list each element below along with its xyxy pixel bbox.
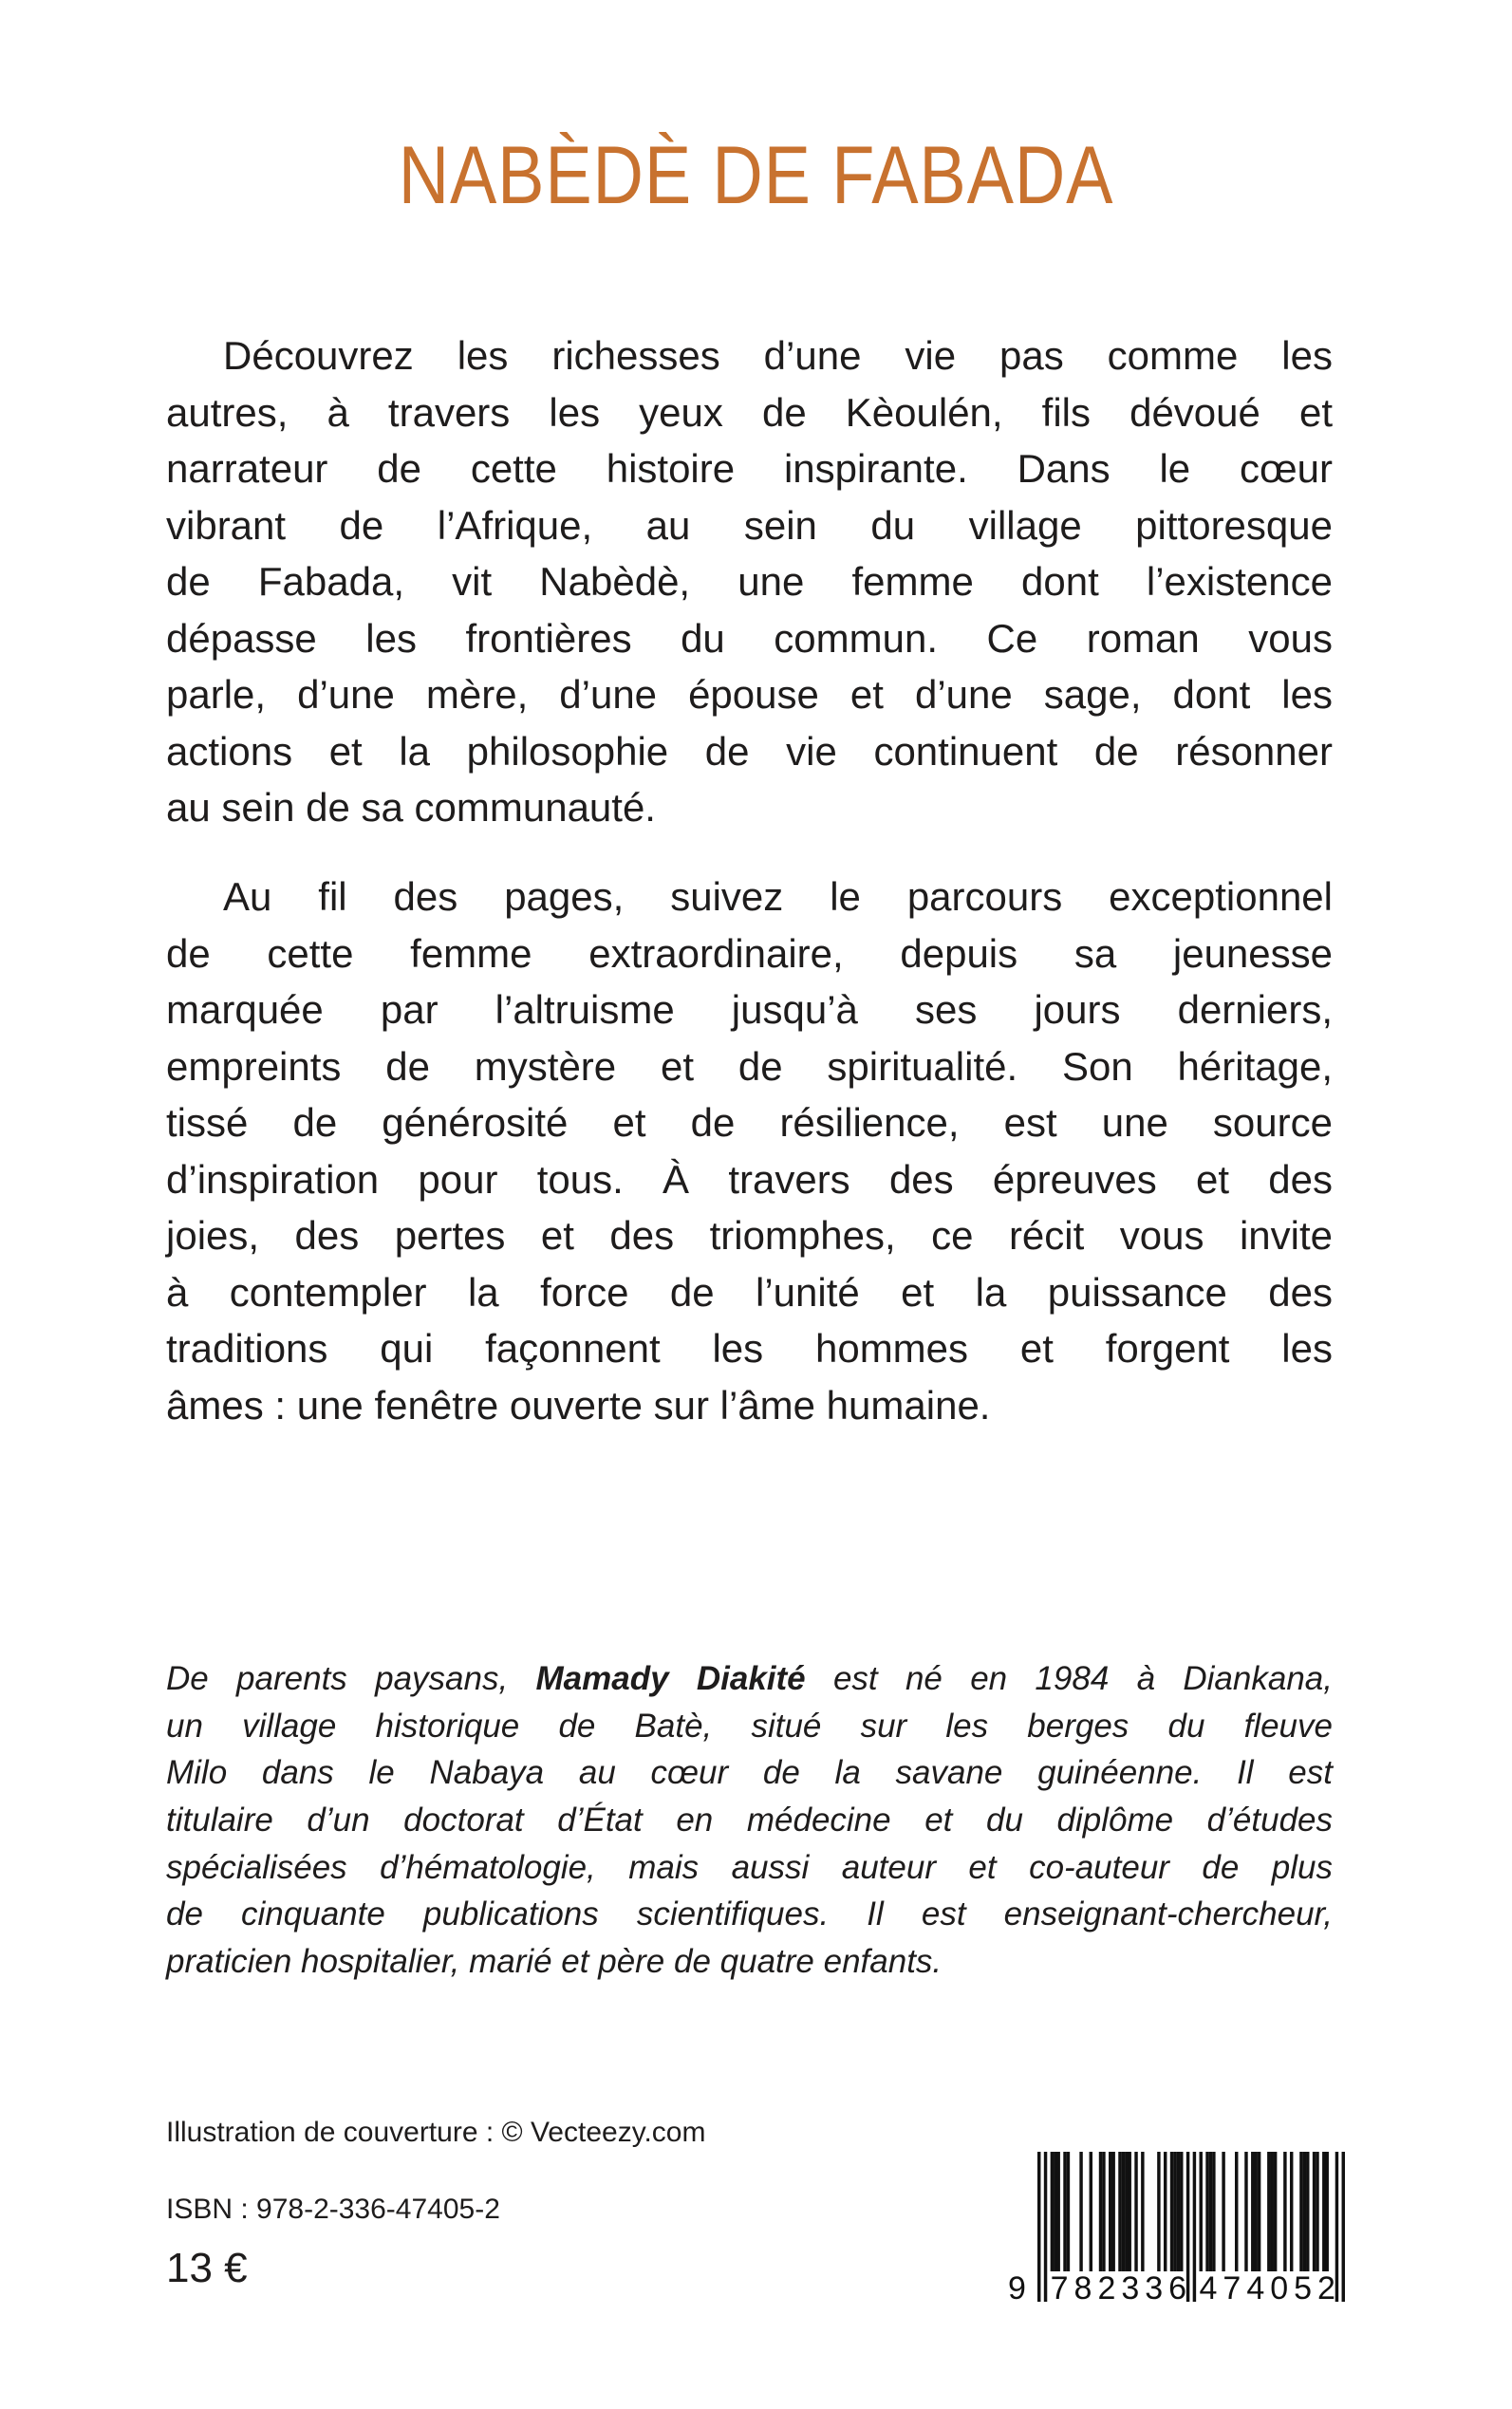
barcode-bar bbox=[1128, 2152, 1130, 2271]
barcode-bar bbox=[1254, 2152, 1257, 2271]
barcode-bar bbox=[1044, 2152, 1047, 2302]
text-line: de cette femme extraordinaire, depuis sa jeunesse bbox=[166, 930, 1333, 976]
price: 13 € bbox=[166, 2245, 248, 2291]
barcode-bar bbox=[1267, 2152, 1270, 2271]
bio-line: De parents paysans, Mamady Diakité est né en 1984 à Diankana, bbox=[166, 1660, 1333, 1697]
barcode-bar bbox=[1290, 2152, 1293, 2271]
synopsis-paragraph-1 bbox=[166, 327, 1333, 836]
synopsis-paragraph-2 bbox=[166, 868, 1333, 1433]
barcode-bar bbox=[1209, 2152, 1212, 2271]
barcode-bar bbox=[1125, 2152, 1128, 2271]
barcode-bar bbox=[1299, 2152, 1302, 2271]
barcode-bar bbox=[1200, 2152, 1203, 2271]
book-title: NABÈDÈ DE FABADA bbox=[398, 130, 1114, 221]
barcode-bar bbox=[1063, 2152, 1066, 2271]
barcode-bar bbox=[1037, 2152, 1040, 2302]
text-line: Au fil des pages, suivez le parcours exceptionnel bbox=[223, 874, 1333, 919]
barcode-bar bbox=[1164, 2152, 1167, 2271]
barcode-bar bbox=[1122, 2152, 1125, 2271]
barcode-bar bbox=[1322, 2152, 1325, 2271]
barcode-bar bbox=[1173, 2152, 1176, 2271]
barcode-bar bbox=[1109, 2152, 1111, 2271]
barcode-bar bbox=[1303, 2152, 1306, 2271]
text-line: autres, à travers les yeux de Kèoulén, fils dévoué et bbox=[166, 389, 1333, 435]
author-bio bbox=[166, 1655, 1333, 1986]
barcode-bar bbox=[1258, 2152, 1260, 2271]
text-line: vibrant de l’Afrique, au sein du village pittoresque bbox=[166, 502, 1333, 548]
barcode-bar bbox=[1102, 2152, 1105, 2271]
bio-line: titulaire d’un doctorat d’État en médecine et du diplôme d’études bbox=[166, 1802, 1333, 1839]
barcode-digits: 782336 bbox=[1050, 2270, 1193, 2306]
barcode-digits: 474052 bbox=[1199, 2270, 1341, 2306]
text-line: actions et la philosophie de vie continuent de résonner bbox=[166, 728, 1333, 774]
bio-line: praticien hospitalier, marié et père de quatre enfants. bbox=[166, 1943, 943, 1981]
text-line: traditions qui façonnent les hommes et forgent les bbox=[166, 1326, 1333, 1371]
text-line: d’inspiration pour tous. À travers des épreuves et des bbox=[166, 1156, 1333, 1202]
barcode-bar bbox=[1180, 2152, 1183, 2271]
barcode-bar bbox=[1079, 2152, 1082, 2271]
barcode-bar bbox=[1193, 2152, 1196, 2302]
barcode-bar bbox=[1244, 2152, 1247, 2271]
text-line: tissé de générosité et de résilience, est une source bbox=[166, 1100, 1333, 1145]
barcode-bar bbox=[1099, 2152, 1102, 2271]
barcode-bar bbox=[1251, 2152, 1254, 2271]
bio-line: Milo dans le Nabaya au cœur de la savane guinéenne. Il est bbox=[166, 1754, 1333, 1792]
barcode-bar bbox=[1235, 2152, 1238, 2271]
barcode-bar bbox=[1325, 2152, 1328, 2271]
barcode-bar bbox=[1271, 2152, 1274, 2271]
text-line: âmes : une fenêtre ouverte sur l’âme humaine. bbox=[166, 1382, 991, 1428]
bio-line: un village historique de Batè, situé sur les berges du fleuve bbox=[166, 1707, 1333, 1745]
barcode-bar bbox=[1157, 2152, 1160, 2271]
illustration-credit: Illustration de couverture : © Vecteezy.com bbox=[166, 2117, 706, 2148]
barcode-bar bbox=[1111, 2152, 1114, 2271]
barcode-bar bbox=[1205, 2152, 1208, 2271]
text-line: narrateur de cette histoire inspirante. Dans le cœur bbox=[166, 446, 1333, 491]
barcode-bar bbox=[1067, 2152, 1070, 2271]
barcode-digits: 9 bbox=[1008, 2270, 1032, 2306]
barcode-bar bbox=[1051, 2152, 1054, 2271]
text-line: au sein de sa communauté. bbox=[166, 785, 656, 830]
text-line: parle, d’une mère, d’une épouse et d’une sage, dont les bbox=[166, 672, 1333, 717]
barcode-bar bbox=[1177, 2152, 1180, 2271]
text-line: de Fabada, vit Nabèdè, une femme dont l’existence bbox=[166, 559, 1333, 604]
barcode-bar bbox=[1283, 2152, 1286, 2271]
barcode-bar bbox=[1316, 2152, 1318, 2271]
bio-line: de cinquante publications scientifiques. Il est enseignant-chercheur, bbox=[166, 1895, 1333, 1933]
text-line: joies, des pertes et des triomphes, ce récit vous invite bbox=[166, 1213, 1333, 1258]
barcode-bar bbox=[1170, 2152, 1173, 2271]
isbn-barcode bbox=[997, 2136, 1357, 2306]
author-name: Mamady Diakité bbox=[535, 1660, 806, 1697]
barcode-bar bbox=[1141, 2152, 1144, 2271]
text-line: marquée par l’altruisme jusqu’à ses jours derniers, bbox=[166, 987, 1333, 1032]
barcode-bar bbox=[1118, 2152, 1121, 2271]
barcode-bar bbox=[1222, 2152, 1224, 2271]
text-line: Découvrez les richesses d’une vie pas comme les bbox=[223, 333, 1333, 378]
barcode-bar bbox=[1342, 2152, 1345, 2302]
barcode-bar bbox=[1306, 2152, 1309, 2271]
barcode-bar bbox=[1212, 2152, 1215, 2271]
barcode-bar bbox=[1090, 2152, 1092, 2271]
barcode-bar bbox=[1134, 2152, 1137, 2271]
text-line: à contempler la force de l’unité et la puissance des bbox=[166, 1269, 1333, 1315]
barcode-bar bbox=[1313, 2152, 1316, 2271]
bio-line: spécialisées d’hématologie, mais aussi auteur et co-auteur de plus bbox=[166, 1848, 1333, 1886]
barcode-bar bbox=[1056, 2152, 1059, 2271]
isbn: ISBN : 978-2-336-47405-2 bbox=[166, 2194, 500, 2225]
barcode-bar bbox=[1274, 2152, 1277, 2271]
text-line: empreints de mystère et de spiritualité. Son héritage, bbox=[166, 1043, 1333, 1089]
text-line: dépasse les frontières du commun. Ce roman vous bbox=[166, 615, 1333, 661]
barcode-bar bbox=[1054, 2152, 1056, 2271]
